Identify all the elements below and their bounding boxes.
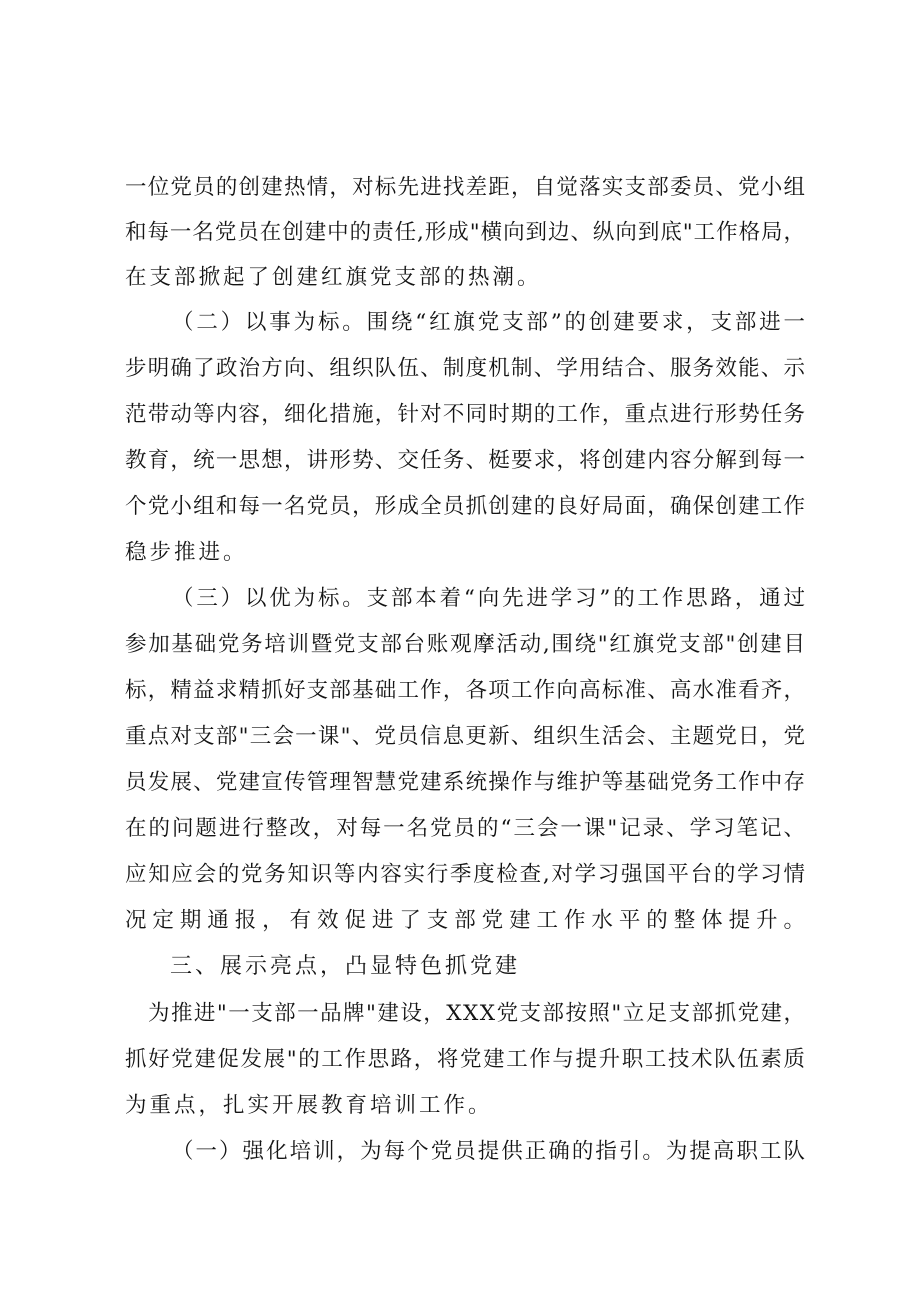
paragraph-first-line: （一）强化培训，为每个党员提供正确的指引。为提高职工队 [172,1139,808,1164]
paragraph-first-line: （三）以优为标。支部本着“向先进学习”的工作思路，通过 [172,586,808,611]
text-line: 教育，统一思想，讲形势、交任务、梃要求，将创建内容分解到每一 [125,448,807,473]
text-line: 况定期通报，有效促进了支部党建工作水平的整体提升。 [125,908,811,933]
text-line: 为重点，扎实开展教育培训工作。 [125,1093,493,1118]
text-line: 范带动等内容，细化措施，针对不同时期的工作，重点进行形势任务 [125,402,807,427]
text-line: 抓好党建促发展"的工作思路，将党建工作与提升职工技术队伍素质 [125,1047,807,1072]
text-line: 标，精益求精抓好支部基础工作，各项工作向高标准、高水准看齐， [125,678,807,703]
text-line: 一位党员的创建热情，对标先进找差距，自觉落实支部委员、党小组 [125,175,807,200]
text-line: 参加基础党务培训暨党支部台账观摩活动,围绕"红旗党支部"创建目 [125,632,807,657]
text-line: 步明确了政治方向、组织队伍、制度机制、学用结合、服务效能、示 [125,356,807,381]
text-line: 应知应会的党务知识等内容实行季度检查,对学习强国平台的学习情 [125,862,807,887]
text-line: 员发展、党建宣传管理智慧党建系统操作与维护等基础党务工作中存 [125,770,807,795]
text-line: 和每一名党员在创建中的责任,形成"横向到边、纵向到底"工作格局， [125,220,806,245]
text-line: 在支部掀起了创建红旗党支部的热潮。 [125,265,542,290]
text-line: 重点对支部"三会一课"、党员信息更新、组织生活会、主题党日，党 [125,724,807,749]
paragraph-first-line: （二）以事为标。围绕“红旗党支部”的创建要求，支部进一 [172,310,808,335]
text-line: 在的问题进行整改，对每一名党员的“三会一课"记录、学习笔记、 [125,816,807,841]
text-line: 个党小组和每一名党员，形成全员抓创建的良好局面，确保创建工作 [125,494,807,519]
text-line: 稳步推进。 [125,540,248,565]
section-heading: 三、展示亮点，凸显特色抓党建 [170,954,521,979]
paragraph-first-line: 为推进"一支部一品牌"建设，XXX党支部按照"立足支部抓党建， [148,1001,807,1026]
